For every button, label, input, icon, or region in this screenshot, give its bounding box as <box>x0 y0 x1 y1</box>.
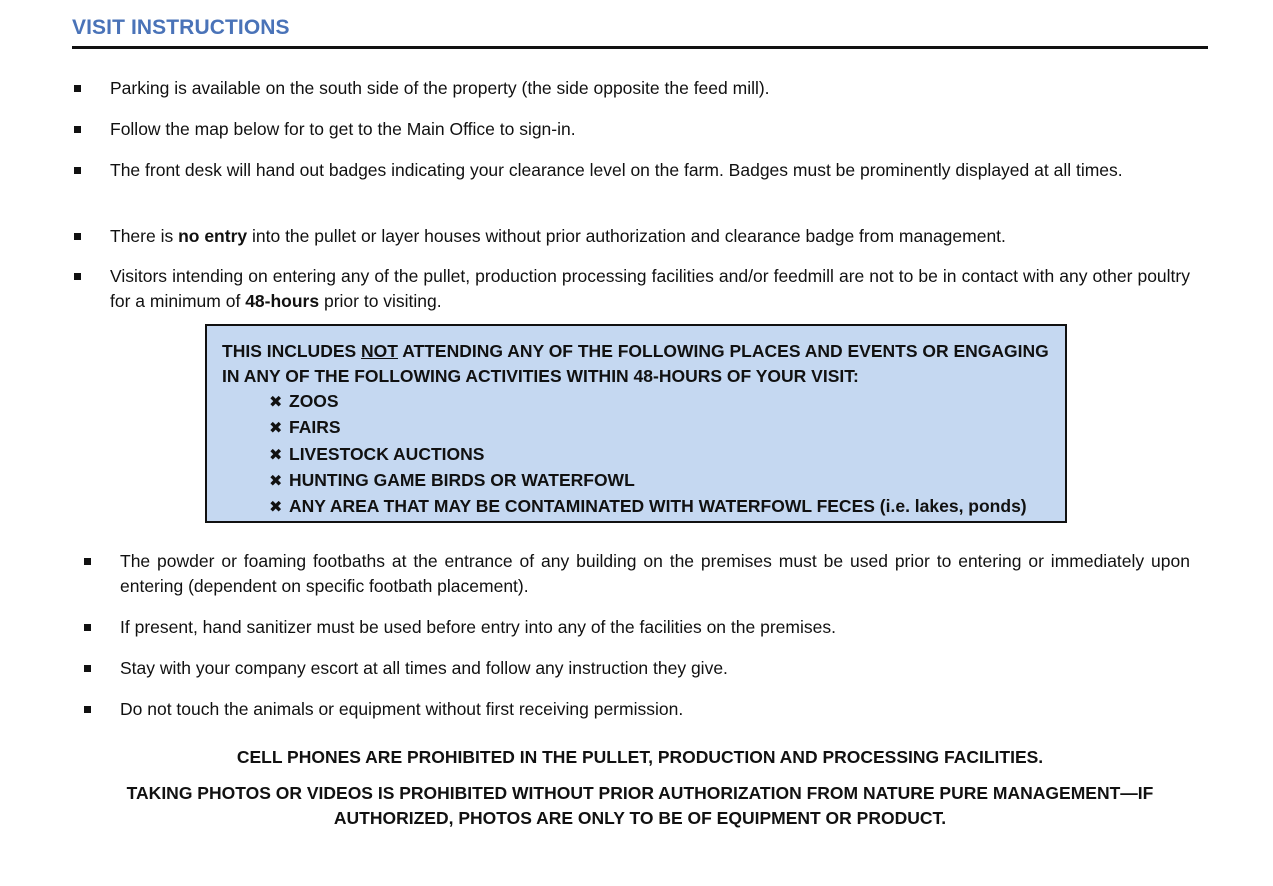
restricted-activity-item <box>269 494 1027 520</box>
heavy-x-icon: ✖ <box>269 446 283 464</box>
bullet-square-icon <box>74 126 81 133</box>
emphasis-text: no entry <box>178 226 248 246</box>
bullet-text <box>120 615 1190 640</box>
bullet-text <box>120 697 1190 722</box>
bullet-square-icon <box>84 706 91 713</box>
bullet-square-icon <box>84 558 91 565</box>
cell-phone-notice: CELL PHONES ARE PROHIBITED IN THE PULLET, PRODUCTION AND PROCESSING FACILITIES. <box>236 747 1044 767</box>
text-run: Do not touch the animals or equipment without first receiving permission. <box>120 699 684 719</box>
bullet-text <box>110 264 1190 314</box>
text-run: There is <box>110 226 179 246</box>
bullet-square-icon <box>74 85 81 92</box>
heavy-x-icon: ✖ <box>269 472 283 490</box>
restricted-activity-item <box>269 389 1027 415</box>
bullet-text <box>110 224 1190 249</box>
restricted-activities-list <box>269 389 1027 520</box>
bullet-text <box>110 158 1190 183</box>
text-run: Follow the map below for to get to the Main Office to sign-in. <box>110 119 576 139</box>
bullet-square-icon <box>74 167 81 174</box>
photo-policy-notice: TAKING PHOTOS OR VIDEOS IS PROHIBITED WITHOUT PRIOR AUTHORIZATION FROM NATURE PURE MANAGEMENT—IF AUTHORIZED, PHOTOS ARE ONLY TO BE OF EQUIPMENT OR PRODUCT. <box>126 783 1154 828</box>
restricted-activity-item <box>269 442 1027 468</box>
bullet-text <box>120 549 1190 599</box>
text-run: If present, hand sanitizer must be used before entry into any of the facilities on the premises. <box>120 617 836 637</box>
text-run: Parking is available on the south side of the property (the side opposite the feed mill). <box>110 78 770 98</box>
heavy-x-icon: ✖ <box>269 420 283 438</box>
heavy-x-icon: ✖ <box>269 499 283 517</box>
bullet-text <box>120 656 1190 681</box>
emphasis-text: 48-hours <box>245 291 320 311</box>
restricted-activity-label: HUNTING GAME BIRDS OR WATERFOWL <box>289 469 635 490</box>
restricted-activity-label: ANY AREA THAT MAY BE CONTAMINATED WITH WATERFOWL FECES (i.e. lakes, ponds) <box>289 496 1027 517</box>
notice-emphasis-not: NOT <box>361 341 398 361</box>
heading-underline <box>72 46 1208 49</box>
text-run: The powder or foaming footbaths at the entrance of any building on the premises must be used prior to entering or immediately upon entering (dependent on specific footbath placement). <box>120 551 1190 596</box>
restricted-activity-item <box>269 415 1027 441</box>
heavy-x-icon: ✖ <box>269 394 283 411</box>
contact-restriction-notice <box>205 324 1067 523</box>
section-heading: VISIT INSTRUCTIONS <box>72 16 290 39</box>
text-run: Visitors intending on entering any of the pullet, production processing facilities and/or feedmill are not to be in contact with any other poultry for a minimum of <box>110 266 1190 311</box>
bullet-square-icon <box>74 273 81 280</box>
notice-intro-rest: ATTENDING ANY OF THE FOLLOWING PLACES AND EVENTS OR ENGAGING IN ANY OF THE FOLLOWING ACTIVITIES WITHIN 48-HOURS OF YOUR VISIT: <box>222 341 1049 386</box>
notice-intro <box>222 339 1052 389</box>
bullet-square-icon <box>84 665 91 672</box>
bullet-text <box>110 117 1190 142</box>
text-run: prior to visiting. <box>319 291 442 311</box>
notice-intro-lead: THIS INCLUDES <box>222 341 362 361</box>
restricted-activity-item <box>269 468 1027 494</box>
restricted-activity-label: FAIRS <box>289 417 341 438</box>
bullet-square-icon <box>84 624 91 631</box>
text-run: Stay with your company escort at all times and follow any instruction they give. <box>120 658 728 678</box>
bullet-text <box>110 76 1190 101</box>
restricted-activity-label: LIVESTOCK AUCTIONS <box>289 443 485 464</box>
restricted-activity-label: ZOOS <box>289 391 339 411</box>
bullet-square-icon <box>74 233 81 240</box>
text-run: The front desk will hand out badges indicating your clearance level on the farm. Badges must be prominently displayed at all times. <box>110 160 1123 180</box>
text-run: into the pullet or layer houses without prior authorization and clearance badge from management. <box>247 226 1006 246</box>
